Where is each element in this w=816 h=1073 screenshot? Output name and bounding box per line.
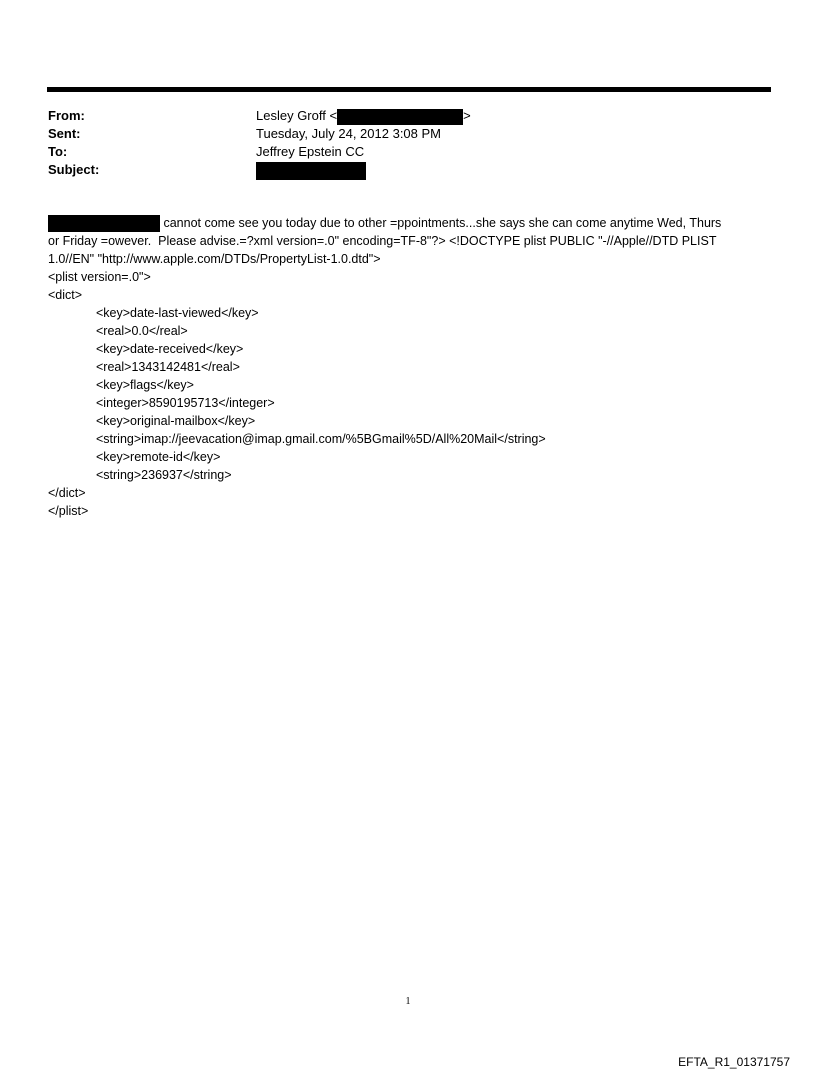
body-line: </dict> [48,486,86,500]
from-value [256,107,471,125]
document-id: EFTA_R1_01371757 [678,1055,790,1069]
body-line: 1.0//EN" "http://www.apple.com/DTDs/PropertyList-1.0.dtd"> [48,252,381,266]
body-line: or Friday =owever. Please advise.=?xml version=.0" encoding=TF-8"?> <!DOCTYPE plist PUBLIC "-//Apple//DTD PLIST [48,234,717,248]
plist-line: <real>0.0</real> [96,324,188,338]
plist-line: <key>date-received</key> [96,342,244,356]
subject-value [256,161,366,180]
redaction-box [48,215,160,232]
page-number: 1 [405,996,411,1007]
body-line: <dict> [48,288,83,302]
to-label: To: [48,144,68,159]
body-line: </plist> [48,504,89,518]
redaction-box [337,109,463,125]
subject-label: Subject: [48,162,100,177]
sent-value: Tuesday, July 24, 2012 3:08 PM [256,126,441,141]
header-rule [47,87,771,92]
plist-line: <string>236937</string> [96,468,232,482]
plist-line: <string>imap://jeevacation@imap.gmail.com/%5BGmail%5D/All%20Mail</string> [96,432,546,446]
from-label: From: [48,108,85,123]
body-line: <plist version=.0"> [48,270,151,284]
plist-line: <key>remote-id</key> [96,450,221,464]
body-line [48,214,778,232]
redaction-box [256,162,366,180]
plist-line: <key>flags</key> [96,378,194,392]
sent-label: Sent: [48,126,81,141]
plist-line: <integer>8590195713</integer> [96,396,275,410]
body-first-line: cannot come see you today due to other =ppointments...she says she can come anytime Wed, Thurs [160,216,722,230]
plist-line: <real>1343142481</real> [96,360,240,374]
from-end: > [463,108,471,123]
from-name: Lesley Groff < [256,108,338,123]
plist-line: <key>date-last-viewed</key> [96,306,259,320]
email-body [48,214,778,520]
to-value: Jeffrey Epstein CC [256,144,365,159]
plist-line: <key>original-mailbox</key> [96,414,256,428]
